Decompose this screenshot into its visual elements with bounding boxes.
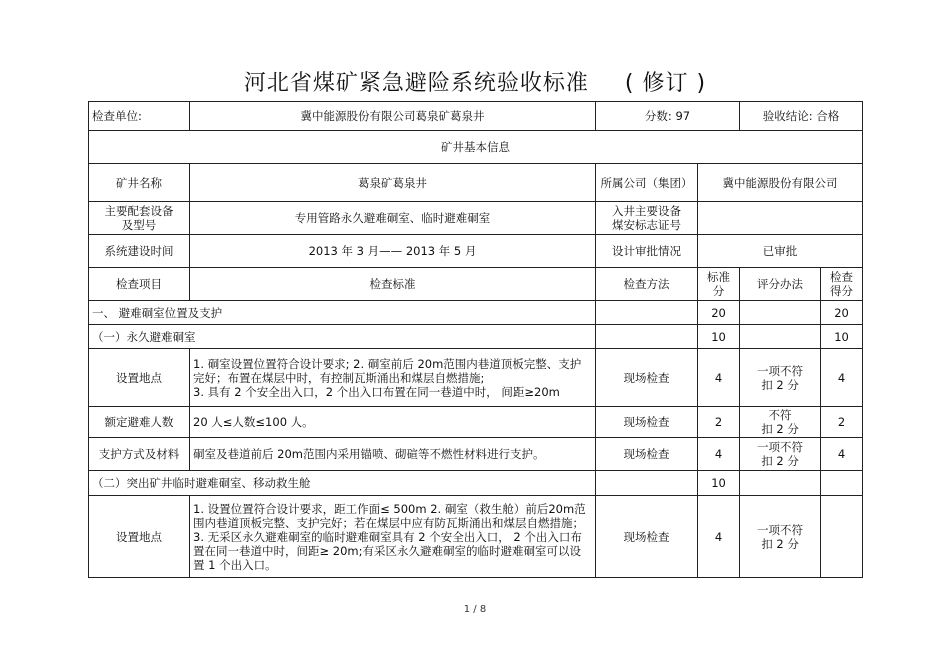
item-standard: 20 人≤人数≤100 人。 [190, 407, 596, 438]
document-title [0, 66, 950, 97]
section-std-score: 10 [698, 471, 740, 496]
section-title: （一）永久避难硐室 [89, 325, 596, 349]
col-scoring: 评分办法 [740, 268, 821, 301]
section-std-score: 10 [698, 325, 740, 349]
conclusion: 验收结论: 合格 [740, 102, 863, 131]
company-value: 冀中能源股份有限公司 [698, 164, 863, 202]
mine-name-value: 葛泉矿葛泉井 [190, 164, 596, 202]
item-name: 设置地点 [89, 349, 190, 407]
section-row [89, 325, 863, 349]
item-std-score: 2 [698, 407, 740, 438]
table-row [89, 496, 863, 578]
section-method [596, 301, 698, 325]
table-row [89, 438, 863, 471]
col-method: 检查方法 [596, 268, 698, 301]
section-got-score: 10 [821, 325, 863, 349]
unit-value: 冀中能源股份有限公司葛泉矿葛泉井 [190, 102, 596, 131]
item-name: 额定避难人数 [89, 407, 190, 438]
section-scoring [740, 325, 821, 349]
cert-value [698, 202, 863, 235]
section-got-score: 20 [821, 301, 863, 325]
basic-info-title: 矿井基本信息 [89, 131, 863, 164]
item-method: 现场检查 [596, 407, 698, 438]
section-title: 一、 避难硐室位置及支护 [89, 301, 596, 325]
section-scoring [740, 301, 821, 325]
build-time-label: 系统建设时间 [89, 235, 190, 268]
item-std-score: 4 [698, 496, 740, 578]
section-got-score [821, 471, 863, 496]
cert-label: 入井主要设备 煤安标志证号 [596, 202, 698, 235]
acceptance-table [88, 101, 863, 578]
table-row [89, 407, 863, 438]
item-method: 现场检查 [596, 349, 698, 407]
item-std-score: 4 [698, 438, 740, 471]
item-method: 现场检查 [596, 496, 698, 578]
score-summary: 分数: 97 [596, 102, 740, 131]
revision-note: ( 修订 ) [624, 71, 707, 96]
section-std-score: 20 [698, 301, 740, 325]
item-scoring: 一项不符 扣 2 分 [740, 349, 821, 407]
col-got-score: 检查 得分 [821, 268, 863, 301]
item-scoring: 一项不符 扣 2 分 [740, 438, 821, 471]
section-scoring [740, 471, 821, 496]
table-row [89, 349, 863, 407]
basic-info-title-row [89, 131, 863, 164]
item-standard: 1. 设置位置符合设计要求，距工作面≤ 500m 2. 硐室（救生舱）前后20m范围内巷道顶板完整、支护完好；若在煤层中应有防瓦斯涌出和煤层自燃措施；3. 无采区永久避难硐室的临时避难硐室具有 2 个安全出入口， 2 个出入口布置在同一巷道中时，间距≥ 20m;有采区永久避难硐室的临时避难硐室可以设置 1 个出入口。 [190, 496, 596, 578]
approval-value: 已审批 [698, 235, 863, 268]
item-scoring: 不符 扣 2 分 [740, 407, 821, 438]
company-label: 所属公司（集团） [596, 164, 698, 202]
mine-name-label: 矿井名称 [89, 164, 190, 202]
equipment-row [89, 202, 863, 235]
section-method [596, 471, 698, 496]
equipment-label: 主要配套设备 及型号 [89, 202, 190, 235]
section-method [596, 325, 698, 349]
mine-name-row [89, 164, 863, 202]
item-standard: 1. 硐室设置位置符合设计要求; 2. 硐室前后 20m范围内巷道顶板完整、支护完好；布置在煤层中时，有控制瓦斯涌出和煤层自燃措施; 3. 具有 2 个安全出入口，2 个出入口布置在同一巷道中时， 间距≥20m [190, 349, 596, 407]
item-std-score: 4 [698, 349, 740, 407]
build-time-row [89, 235, 863, 268]
col-standard: 检查标准 [190, 268, 596, 301]
item-got-score: 2 [821, 407, 863, 438]
equipment-value: 专用管路永久避难硐室、临时避难硐室 [190, 202, 596, 235]
item-got-score: 4 [821, 349, 863, 407]
title-text: 河北省煤矿紧急避险系统验收标准 [243, 71, 589, 96]
item-name: 设置地点 [89, 496, 190, 578]
build-time-value: 2013 年 3 月—— 2013 年 5 月 [190, 235, 596, 268]
section-title: （二）突出矿井临时避难硐室、移动救生舱 [89, 471, 596, 496]
section-row [89, 471, 863, 496]
item-name: 支护方式及材料 [89, 438, 190, 471]
approval-label: 设计审批情况 [596, 235, 698, 268]
item-standard: 硐室及巷道前后 20m范围内采用锚喷、砌碹等不燃性材料进行支护。 [190, 438, 596, 471]
col-item: 检查项目 [89, 268, 190, 301]
col-std-score: 标准 分 [698, 268, 740, 301]
header-row [89, 102, 863, 131]
page-number: 1 / 8 [463, 604, 487, 615]
item-got-score: 4 [821, 438, 863, 471]
section-row [89, 301, 863, 325]
unit-label: 检查单位: [89, 102, 190, 131]
column-header-row [89, 268, 863, 301]
item-method: 现场检查 [596, 438, 698, 471]
item-scoring: 一项不符 扣 2 分 [740, 496, 821, 578]
item-got-score [821, 496, 863, 578]
